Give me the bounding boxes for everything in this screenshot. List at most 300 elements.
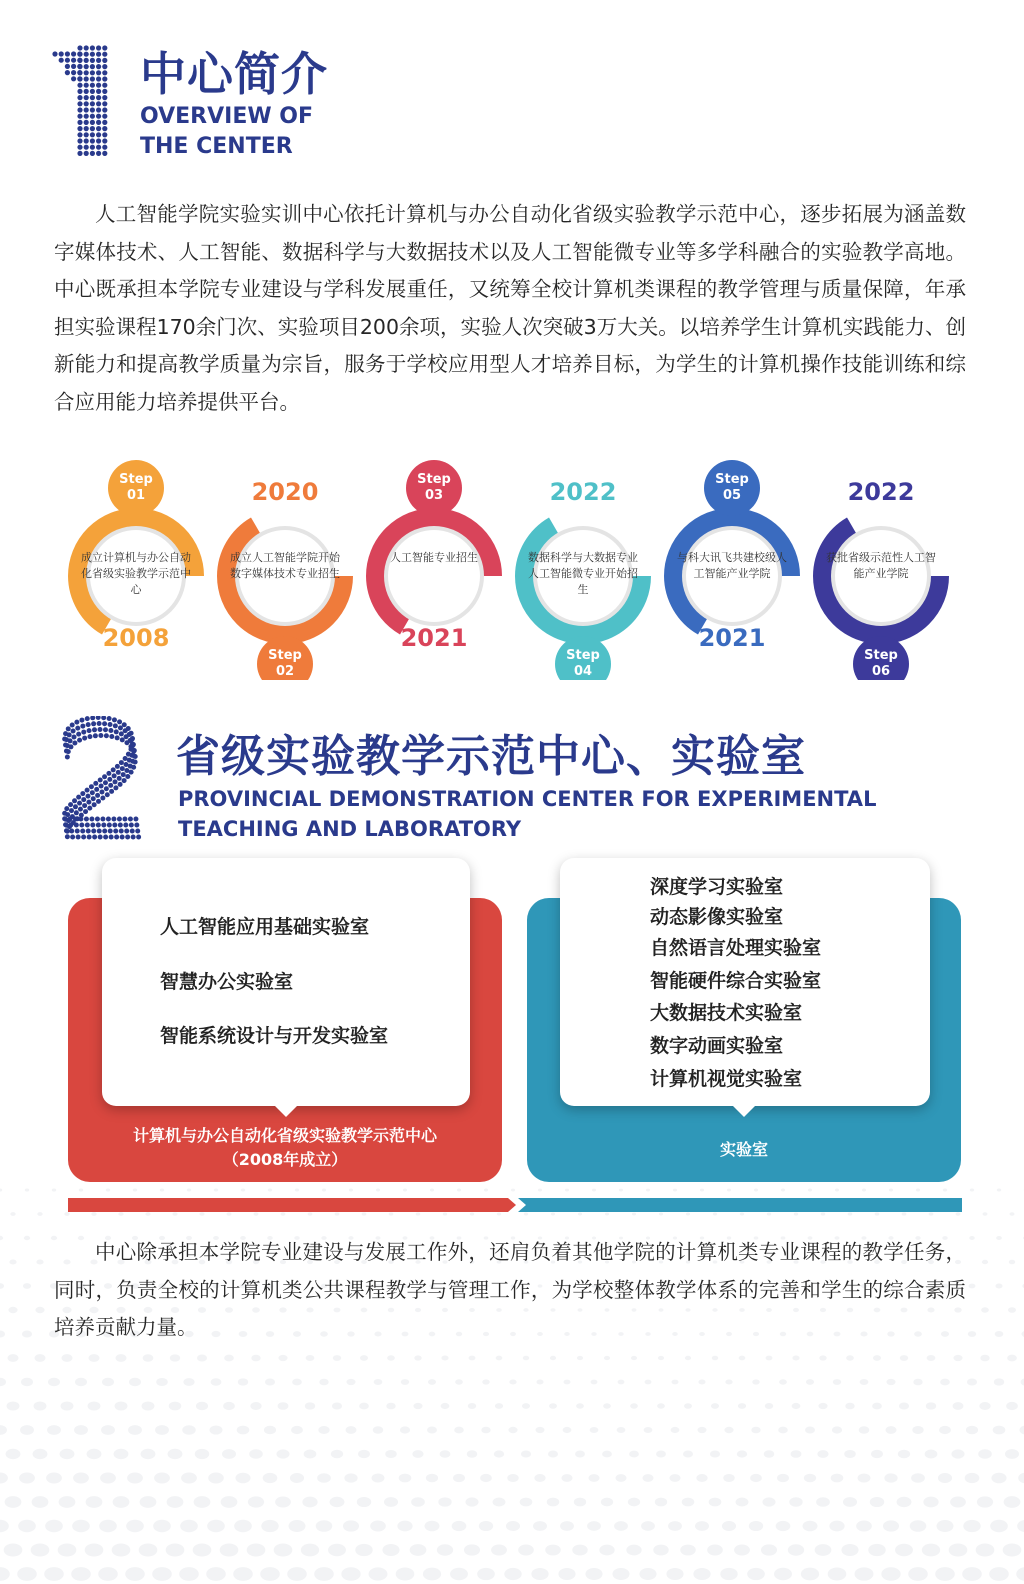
bg-dot [331, 1450, 343, 1459]
bg-dot [683, 1451, 693, 1458]
bg-dot [167, 1496, 184, 1508]
section2-title: 省级实验教学示范中心、实验室 [176, 731, 806, 782]
section-number-2 [52, 716, 148, 840]
bg-dot [52, 1188, 56, 1191]
bg-dot [7, 1354, 18, 1362]
bg-dot [387, 1355, 395, 1360]
bg-dot [615, 1474, 626, 1482]
bg-dot [508, 1427, 517, 1433]
bg-dot [127, 1472, 143, 1483]
step-badge-label [407, 472, 461, 504]
bg-dot [349, 1189, 353, 1192]
bg-dot [140, 1496, 157, 1508]
timeline-node-text: 获批省级示范性人工智能产业学院 [826, 551, 936, 580]
bg-dot [115, 1401, 128, 1410]
step-badge-label [556, 648, 610, 680]
bg-dot [437, 1544, 453, 1555]
bg-dot [220, 1543, 239, 1556]
bg-dot [346, 1379, 355, 1385]
bg-dot [24, 1236, 30, 1240]
bg-dot [37, 1212, 42, 1216]
bg-dot [630, 1403, 638, 1408]
bg-dot [33, 1449, 48, 1459]
bg-dot [522, 1403, 530, 1409]
bg-dot [98, 1567, 118, 1581]
bg-dot [886, 1426, 897, 1434]
bg-dot [88, 1354, 99, 1362]
bg-dot [265, 1378, 275, 1385]
bg-dot [603, 1403, 611, 1408]
bg-dot [234, 1520, 252, 1532]
bg-dot [494, 1450, 504, 1457]
bg-dot [47, 1425, 61, 1435]
bg-dot [197, 1354, 207, 1361]
step-word: Step [268, 648, 302, 663]
bg-dot [454, 1427, 464, 1434]
bg-dot [846, 1355, 854, 1360]
bg-dot [455, 1379, 463, 1384]
bg-dot [747, 1568, 765, 1580]
bg-dot [199, 1212, 204, 1216]
bg-dot [815, 1544, 832, 1556]
bg-dot [359, 1403, 369, 1410]
bg-dot [923, 1497, 938, 1508]
bg-dot [114, 1449, 129, 1459]
bg-dot [250, 1402, 261, 1410]
bg-dot [60, 1449, 75, 1459]
section2-paragraph: 中心除承担本学院专业建设与发展工作外，还肩负着其他学院的计算机类专业课程的教学任务，同时，负责全校的计算机类公共课程教学与管理工作，为学校整体教学体系的完善和学生的综合素质培养贡献力量。 [54, 1240, 966, 1339]
step-word: Step [119, 472, 153, 487]
bg-dot [423, 1568, 441, 1581]
bg-dot [547, 1498, 560, 1507]
bg-dot [156, 1378, 168, 1386]
bg-dot [113, 1496, 130, 1508]
bg-dot [700, 1189, 704, 1192]
bg-dot [614, 1521, 628, 1531]
bg-dot [572, 1545, 587, 1556]
bg-dot [695, 1521, 709, 1531]
bg-dot [628, 1498, 640, 1507]
bg-dot [910, 1520, 927, 1532]
bg-dot [511, 1189, 515, 1192]
bg-dot [629, 1451, 639, 1458]
bg-dot [1019, 1425, 1024, 1434]
bg-dot [376, 1189, 380, 1192]
bg-dot [969, 1236, 975, 1240]
timeline-node-text: 成立计算机与办公自动化省级实验教学示范中心 [81, 551, 191, 596]
bg-dot [698, 1427, 707, 1433]
bg-dot [982, 1260, 988, 1264]
bg-dot [399, 1474, 412, 1483]
lab-item: 动态影像实验室 [650, 906, 784, 928]
bg-dot [821, 1212, 826, 1215]
bg-dot [574, 1498, 586, 1507]
bg-dot [806, 1379, 814, 1385]
bg-dot [48, 1378, 60, 1386]
bg-dot [777, 1474, 789, 1482]
bg-dot [318, 1426, 329, 1434]
bg-dot [72, 1520, 90, 1532]
bg-dot [477, 1568, 495, 1580]
bg-dot [441, 1403, 450, 1409]
bg-dot [762, 1497, 775, 1506]
bg-dot [4, 1543, 23, 1556]
bg-dot [521, 1450, 531, 1457]
bg-dot [791, 1450, 802, 1458]
bg-dot [710, 1450, 720, 1457]
bg-dot [657, 1403, 665, 1408]
bg-dot [87, 1449, 102, 1459]
bg-dot [10, 1212, 15, 1216]
bg-dot [951, 1449, 964, 1458]
bg-dot [990, 1520, 1008, 1532]
bg-dot [523, 1356, 529, 1361]
bg-dot [590, 1427, 599, 1433]
bg-dot [916, 1189, 920, 1192]
bg-dot [831, 1474, 844, 1483]
bg-dot [302, 1497, 317, 1508]
bg-dot [653, 1545, 668, 1556]
bg-dot [875, 1212, 880, 1215]
bg-dot [59, 1496, 76, 1508]
bg-dot [0, 1520, 9, 1532]
step-number: 05 [722, 488, 742, 503]
bg-dot [602, 1451, 612, 1458]
bg-dot [153, 1520, 171, 1532]
bg-dot [44, 1567, 64, 1581]
bg-dot [384, 1497, 398, 1507]
bg-dot [183, 1378, 194, 1386]
bg-dot [292, 1379, 302, 1386]
bg-dot [335, 1212, 340, 1215]
bg-dot [965, 1473, 980, 1483]
bg-dot [17, 1567, 37, 1581]
bg-dot [468, 1403, 477, 1409]
bg-dot [642, 1474, 653, 1482]
bg-dot [443, 1212, 447, 1215]
bg-dot [480, 1474, 492, 1482]
card-pointer [732, 1105, 756, 1117]
lab-item: 智慧办公实验室 [160, 971, 294, 993]
bg-dot [978, 1449, 992, 1459]
bg-dot [61, 1401, 74, 1410]
bg-dot [412, 1450, 423, 1458]
bg-dot [565, 1189, 569, 1192]
bg-dot [128, 1425, 142, 1435]
bg-dot [997, 1188, 1001, 1191]
bg-dot [247, 1543, 266, 1556]
bg-dot [707, 1545, 723, 1556]
bg-dot [639, 1568, 656, 1580]
bg-dot [524, 1213, 528, 1216]
bg-dot [193, 1543, 212, 1556]
bg-dot [88, 1401, 101, 1410]
section-divider-bar [68, 1198, 962, 1212]
bg-dot [99, 1520, 117, 1532]
bg-dot [995, 1284, 1002, 1289]
timeline-node-text: 成立人工智能学院开始数字媒体技术专业招生 [230, 551, 340, 580]
bg-dot [779, 1379, 787, 1384]
bg-dot [316, 1520, 333, 1532]
timeline-year: 2021 [400, 624, 468, 652]
bg-dot [599, 1545, 614, 1556]
bg-dot [646, 1189, 650, 1192]
step-badge-label [854, 648, 908, 680]
bg-dot [872, 1403, 882, 1410]
bg-dot [1003, 1543, 1022, 1556]
bg-dot [645, 1380, 652, 1385]
bg-dot [411, 1497, 425, 1507]
bg-dot [414, 1355, 421, 1360]
bg-dot [464, 1544, 480, 1555]
bg-dot [724, 1427, 733, 1433]
bg-dot [241, 1188, 245, 1191]
bg-dot [858, 1473, 871, 1482]
bg-dot [382, 1544, 399, 1556]
bg-dot [141, 1449, 156, 1459]
bg-dot [0, 1425, 7, 1435]
bg-dot [577, 1356, 583, 1360]
bg-dot [8, 1307, 17, 1313]
bg-dot [484, 1189, 488, 1192]
bg-dot [115, 1354, 126, 1362]
bg-dot [166, 1543, 185, 1556]
bg-dot [713, 1213, 717, 1216]
bg-dot [179, 1567, 199, 1581]
bg-dot [969, 1284, 976, 1289]
bg-dot [268, 1189, 272, 1192]
bg-dot [902, 1212, 907, 1215]
bg-dot [551, 1213, 555, 1216]
bg-dot [71, 1567, 91, 1581]
bg-dot [862, 1189, 866, 1192]
bg-dot [913, 1379, 922, 1386]
bg-dot [655, 1498, 667, 1507]
bg-dot [507, 1474, 518, 1482]
bg-dot [754, 1189, 758, 1192]
bg-dot [817, 1450, 828, 1458]
bg-dot [856, 1520, 872, 1531]
lab-item: 大数据技术实验室 [650, 1002, 803, 1024]
bg-dot [889, 1189, 893, 1192]
step-number: 03 [424, 488, 444, 503]
lab-item: 自然语言处理实验室 [650, 937, 822, 959]
bg-dot [400, 1426, 410, 1433]
bg-dot [993, 1426, 1006, 1435]
bg-dot [1006, 1402, 1018, 1410]
bg-dot [106, 1188, 110, 1191]
bg-dot [576, 1403, 584, 1408]
bg-dot [881, 1567, 900, 1581]
bg-dot [686, 1213, 690, 1216]
bg-dot [170, 1354, 180, 1361]
step-word: Step [864, 648, 898, 663]
step-number: 02 [275, 664, 295, 679]
bg-dot [428, 1379, 436, 1385]
bg-dot [883, 1520, 899, 1531]
lab-item: 深度学习实验室 [650, 876, 784, 898]
bg-dot [953, 1402, 964, 1410]
bg-dot [644, 1427, 653, 1433]
bg-dot [618, 1380, 625, 1385]
bg-dot [684, 1403, 692, 1409]
bg-dot [698, 1380, 705, 1385]
bg-dot [848, 1212, 853, 1215]
bg-dot [588, 1474, 599, 1482]
lab-item: 计算机视觉实验室 [650, 1068, 803, 1090]
bg-dot [977, 1496, 993, 1507]
bg-dot [722, 1521, 736, 1531]
bg-dot [980, 1355, 989, 1362]
bg-dot [46, 1472, 62, 1483]
bg-dot [401, 1379, 409, 1385]
bg-dot [102, 1378, 114, 1386]
bg-dot [545, 1545, 561, 1556]
provincial-center-label [68, 1124, 502, 1172]
bg-dot [0, 1567, 10, 1581]
bg-dot [979, 1402, 990, 1410]
bg-dot [493, 1497, 506, 1506]
bg-dot [696, 1474, 707, 1482]
bg-dot [145, 1212, 150, 1216]
bg-dot [465, 1497, 478, 1506]
bg-dot [0, 1283, 4, 1289]
bg-dot [79, 1188, 83, 1191]
bg-dot [23, 1283, 31, 1289]
bg-dot [617, 1427, 626, 1433]
bg-dot [900, 1355, 908, 1361]
bg-dot [226, 1212, 231, 1216]
bg-dot [605, 1213, 609, 1216]
bg-dot [214, 1188, 218, 1191]
bg-dot [801, 1568, 819, 1581]
bg-dot [592, 1189, 596, 1192]
bg-dot [749, 1521, 763, 1531]
section-number-1 [52, 44, 108, 160]
card-pointer [274, 1105, 298, 1117]
bg-dot [725, 1379, 732, 1384]
bg-dot [764, 1450, 775, 1457]
section2-subtitle-line2: TEACHING AND LABORATORY [178, 817, 522, 841]
bg-dot [75, 1378, 87, 1386]
bg-dot [281, 1212, 286, 1215]
bg-dot [587, 1521, 601, 1531]
bg-dot [238, 1378, 248, 1385]
bg-dot [778, 1427, 788, 1434]
step-word: Step [566, 648, 600, 663]
bg-dot [682, 1498, 695, 1507]
bg-dot [843, 1497, 857, 1507]
bg-dot [912, 1426, 923, 1434]
lab-item: 数字动画实验室 [650, 1035, 784, 1057]
bg-dot [968, 1331, 976, 1337]
bg-dot [112, 1543, 131, 1556]
bg-dot [125, 1567, 145, 1581]
bg-dot [962, 1567, 982, 1581]
bg-dot [34, 1354, 45, 1362]
laboratory-label: 实验室 [719, 1140, 768, 1159]
step-word: Step [715, 472, 749, 487]
bg-dot [181, 1472, 197, 1483]
bg-dot [416, 1212, 421, 1215]
bg-dot [207, 1520, 225, 1532]
bg-dot [344, 1473, 357, 1482]
bg-dot [91, 1212, 96, 1216]
bg-dot [386, 1403, 395, 1410]
bg-dot [260, 1567, 280, 1581]
bg-dot [308, 1212, 313, 1215]
bg-dot [343, 1520, 359, 1531]
bg-dot [736, 1497, 749, 1506]
bg-dot [781, 1189, 785, 1192]
bg-dot [450, 1568, 468, 1581]
bg-dot [656, 1451, 666, 1458]
bg-dot [389, 1212, 394, 1215]
bg-dot [211, 1378, 222, 1386]
bg-dot [6, 1449, 21, 1459]
bg-dot [685, 1356, 691, 1360]
bg-dot [295, 1189, 299, 1192]
bg-dot [481, 1427, 490, 1434]
bg-dot [943, 1189, 947, 1192]
bg-dot [73, 1472, 89, 1483]
timeline-node-text: 与科大讯飞共建校级人工智能产业学院 [677, 551, 787, 580]
bg-dot [953, 1355, 962, 1361]
bg-dot [45, 1520, 63, 1532]
bg-dot [491, 1544, 507, 1555]
bg-dot [20, 1425, 34, 1435]
timeline-node-text: 数据科学与大数据专业人工智能微专业开始招生 [528, 551, 638, 596]
step-badge-label [705, 472, 759, 504]
bg-dot [712, 1356, 718, 1361]
timeline [0, 450, 1024, 680]
bg-dot [792, 1355, 799, 1360]
bg-dot [981, 1307, 989, 1312]
bg-dot [9, 1259, 16, 1264]
bg-dot [25, 1188, 29, 1191]
bg-dot [496, 1356, 503, 1361]
bg-dot [287, 1567, 307, 1581]
bg-dot [34, 1401, 47, 1410]
bg-dot [22, 1330, 32, 1337]
bg-dot [538, 1189, 542, 1192]
bg-dot [738, 1403, 746, 1409]
bg-dot [935, 1567, 955, 1581]
bg-dot [319, 1379, 328, 1386]
bg-dot [453, 1474, 465, 1482]
bg-dot [536, 1380, 543, 1385]
bg-dot [86, 1496, 103, 1508]
bg-dot [737, 1450, 747, 1457]
bg-dot [765, 1403, 774, 1409]
bg-dot [585, 1568, 602, 1580]
bg-dot [142, 1401, 155, 1410]
bg-dot [855, 1567, 874, 1580]
bg-dot [357, 1497, 371, 1507]
bg-dot [495, 1403, 503, 1409]
bg-dot [926, 1402, 937, 1409]
bg-dot [101, 1425, 115, 1435]
bg-dot [430, 1189, 434, 1192]
bg-dot [1004, 1496, 1021, 1508]
bg-dot [278, 1355, 287, 1361]
bg-dot [208, 1473, 224, 1484]
bg-dot [789, 1497, 802, 1506]
bg-dot [996, 1236, 1002, 1240]
bg-dot [940, 1379, 950, 1386]
bg-dot [835, 1189, 839, 1192]
bg-dot [819, 1355, 826, 1360]
